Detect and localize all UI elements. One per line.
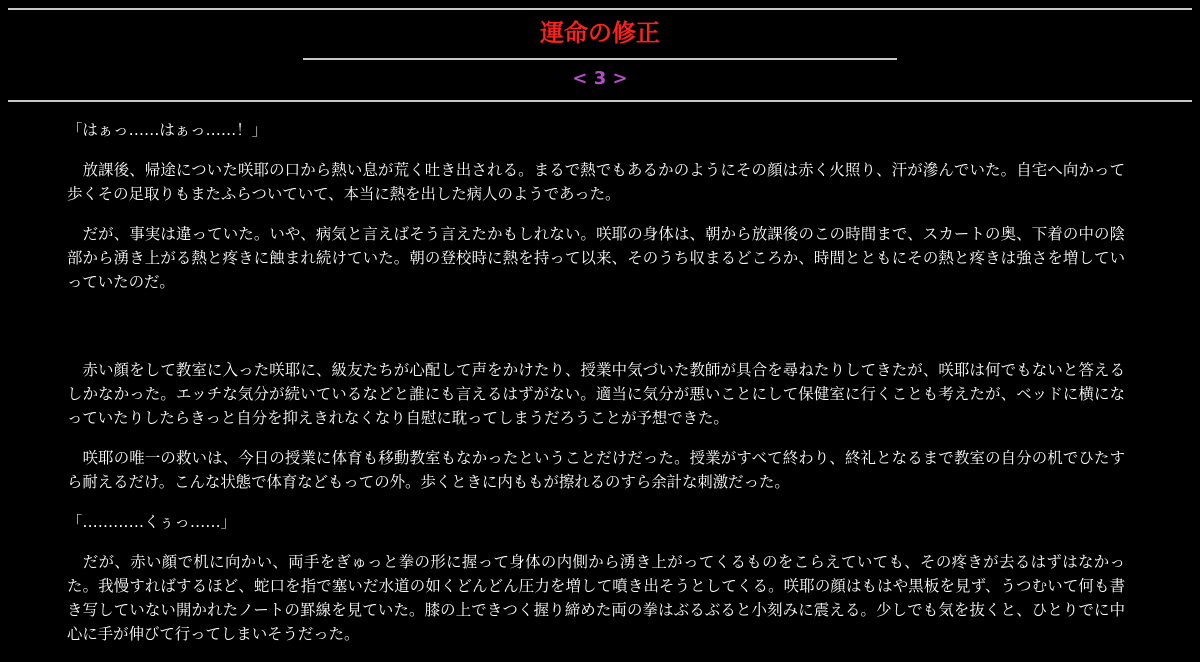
chapter-navigation[interactable]: < 3 > <box>572 68 628 89</box>
page-title: 運命の修正 <box>540 19 660 47</box>
paragraph-narration-2: だが、事実は違っていた。いや、病気と言えばそう言えたかもしれない。咲耶の身体は、朝から放課後のこの時間まで、スカートの奥、下着の中の陰部から湧き上がる熱と疼きに蝕まれ続けていた。朝の登校時に熱を持って以来、そのうち収まるどころか、時間とともにその熱と疼きは強さを増していっていたのだ。 <box>67 225 1125 291</box>
paragraph-dialogue-1: 「はぁっ……はぁっ……！」 <box>67 121 268 139</box>
paragraph-narration-5: だが、赤い顔で机に向かい、両手をぎゅっと拳の形に握って身体の内側から湧き上がってくるものをこらえていても、その疼きが去るはずはなかった。我慢すればするほど、蛇口を指で塞いだ水道の如くどんどん圧力を増して噴き出そうとしてくる。咲耶の顔はもはや黒板を見ず、うつむいて何も書き写していない開かれたノートの罫線を見ていた。膝の上できつく握り締めた両の拳はぶるぶると小刻みに震える。少しでも気を抜くと、ひとりでに中心に手が伸びて行ってしまいそうだった。 <box>67 553 1125 643</box>
paragraph-narration-4: 咲耶の唯一の救いは、今日の授業に体育も移動教室もなかったということだけだった。授業がすべて終わり、終礼となるまで教室の自分の机でひたすら耐えるだけ。こんな状態で体育などもっての外。歩くときに内ももが擦れるのすら余計な刺激だった。 <box>67 449 1125 491</box>
paragraph-narration-1: 放課後、帰途についた咲耶の口から熱い息が荒く吐き出される。まるで熱でもあるかのようにその顔は赤く火照り、汗が滲んでいた。自宅へ向かって歩くその足取りもまたふらついていて、本当に熱を出した病人のようであった。 <box>67 161 1125 203</box>
paragraph-dialogue-2: 「…………くぅっ……」 <box>67 513 236 531</box>
paragraph-narration-3: 赤い顔をして教室に入った咲耶に、級友たちが心配して声をかけたり、授業中気づいた教師が具合を尋ねたりしてきたが、咲耶は何でもないと答えるしかなかった。エッチな気分が続いているなどと誰にも言えるはずがない。適当に気分が悪いことにして保健室に行くことも考えたが、ベッドに横になっていたりしたらきっと自分を抑えきれなくなり自慰に耽ってしまうだろうことが予想できた。 <box>67 361 1125 427</box>
section-break <box>67 310 1125 358</box>
top-divider <box>8 8 1192 10</box>
title-divider <box>303 58 897 60</box>
story-body <box>67 118 1125 662</box>
header-divider <box>8 100 1192 102</box>
